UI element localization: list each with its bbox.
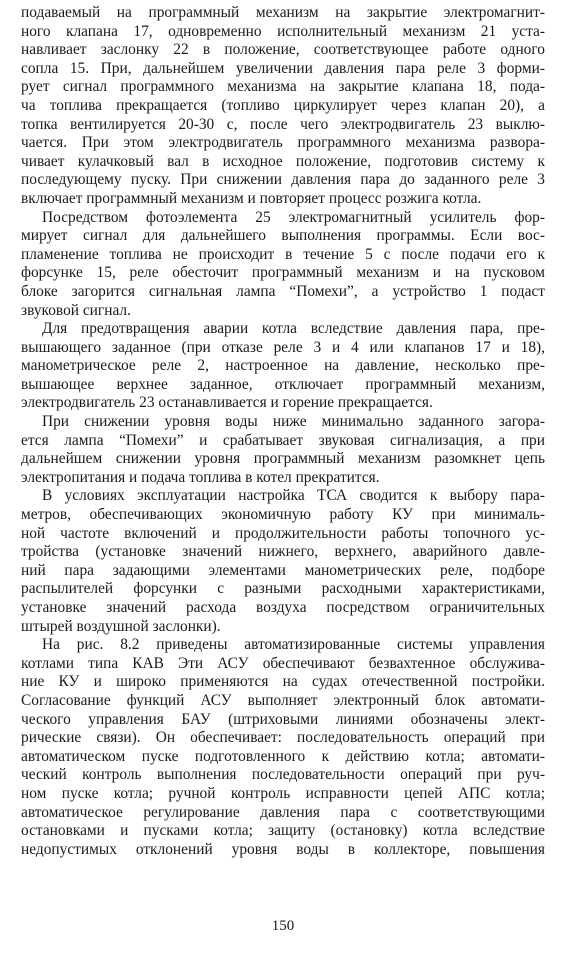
text-line: ной частоте включений и продолжительности работы топочного ус- bbox=[21, 524, 545, 542]
text-line: блоке загорится сигнальная лампа “Помехи”, а устройство 1 подаст bbox=[21, 282, 545, 300]
text-line: штырей воздушной заслонки). bbox=[21, 617, 221, 635]
text-line: ется лампа “Помехи” и срабатывает звуковая сигнализация, а при bbox=[21, 431, 545, 449]
text-line: последующему пуску. При снижении давления пара до заданного реле 3 bbox=[21, 171, 545, 189]
text-line: манометрическое реле 2, настроенное на давление, несколько пре- bbox=[21, 357, 545, 375]
text-line: ческого управления БАУ (штриховыми линиями обозначены элект- bbox=[21, 710, 545, 728]
text-line: включает программный механизм и повторяет процесс розжига котла. bbox=[21, 189, 482, 207]
text-line: При снижении уровня воды ниже минимально заданного загора- bbox=[42, 413, 545, 431]
text-line: вышающего заданное (при отказе реле 3 и 4 или клапанов 17 и 18), bbox=[21, 338, 545, 356]
text-line: рует сигнал программного механизма на закрытие клапана 18, пода- bbox=[21, 78, 545, 96]
text-line: сопла 15. При, дальнейшем увеличении давления пара реле 3 форми- bbox=[21, 59, 545, 77]
text-line: ча топлива прекращается (топливо циркулирует через клапан 20), а bbox=[21, 96, 545, 114]
text-line: вышающее верхнее заданное, отключает программный механизм, bbox=[21, 375, 545, 393]
text-line: Согласование функций АСУ выполняет электронный блок автомати- bbox=[21, 691, 545, 709]
body-text bbox=[21, 4, 545, 859]
text-line: ний пара задающими элементами манометрических реле, подборе bbox=[21, 561, 545, 579]
text-line: автоматическом пуске подготовленного к действию котла; автомати- bbox=[21, 747, 545, 765]
text-line: звуковой сигнал. bbox=[21, 301, 131, 319]
text-line: форсунке 15, реле обесточит программный механизм и на пусковом bbox=[21, 264, 545, 282]
text-line: топка вентилируется 20-30 с, после чего электродвигатель 23 выклю- bbox=[21, 115, 545, 133]
text-line: недопустимых отклонений уровня воды в коллекторе, повышения bbox=[21, 840, 545, 858]
text-line: ном пуске котла; ручной контроль исправности цепей АПС котла; bbox=[21, 784, 545, 802]
text-line: электропитания и подача топлива в котел прекратится. bbox=[21, 468, 380, 486]
text-line: остановками и пусками котла; защиту (остановку) котла вследствие bbox=[21, 822, 545, 840]
text-line: чается. При этом электродвигатель программного механизма развора- bbox=[21, 134, 545, 152]
text-line: навливает заслонку 22 в положение, соответствующее работе одного bbox=[21, 41, 545, 59]
text-line: Посредством фотоэлемента 25 электромагнитный усилитель фор- bbox=[42, 208, 545, 226]
text-line: дальнейшем снижении уровня программный механизм разомкнет цепь bbox=[21, 450, 545, 468]
text-line: Для предотвращения аварии котла вследствие давления пара, пре- bbox=[42, 320, 545, 338]
text-line: установке значений расхода воздуха посредством ограничительных bbox=[21, 599, 545, 616]
text-line: В условиях эксплуатации настройка ТСА сводится к выбору пара- bbox=[42, 487, 545, 505]
text-line: На рис. 8.2 приведены автоматизированные системы управления bbox=[42, 636, 545, 654]
text-line: мирует сигнал для дальнейшего выполнения программы. Если вос- bbox=[21, 227, 545, 245]
text-line: ческий контроль выполнения последовательности операций при руч- bbox=[21, 766, 545, 784]
text-line: котлами типа КАВ Эти АСУ обеспечивают безвахтенное обслужива- bbox=[21, 654, 545, 672]
text-line: ного клапана 17, одновременно исполнительный механизм 21 уста- bbox=[21, 22, 545, 40]
text-line: распылителей форсунки с разными расходными характеристиками, bbox=[21, 580, 545, 598]
text-line: ние КУ и широко применяются на судах отечественной постройки. bbox=[21, 673, 545, 691]
text-line: тройства (установке значений нижнего, верхнего, аварийного давле- bbox=[21, 543, 545, 561]
text-line: чивает кулачковый вал в исходное положение, подготовив систему к bbox=[21, 152, 545, 170]
text-line: автоматическое регулирование давления пара с соответствующими bbox=[21, 803, 545, 821]
text-line: рические связи). Он обеспечивает: последовательность операций при bbox=[21, 729, 545, 747]
text-line: электродвигатель 23 останавливается и горение прекращается. bbox=[21, 394, 433, 412]
text-line: метров, обеспечивающих экономичную работу КУ при минималь- bbox=[21, 506, 545, 524]
text-line: пламенение топлива не происходит в течение 5 с после подачи его к bbox=[21, 245, 545, 263]
page-number: 150 bbox=[271, 918, 295, 934]
text-line: подаваемый на программный механизм на закрытие электромагнит- bbox=[21, 4, 545, 21]
